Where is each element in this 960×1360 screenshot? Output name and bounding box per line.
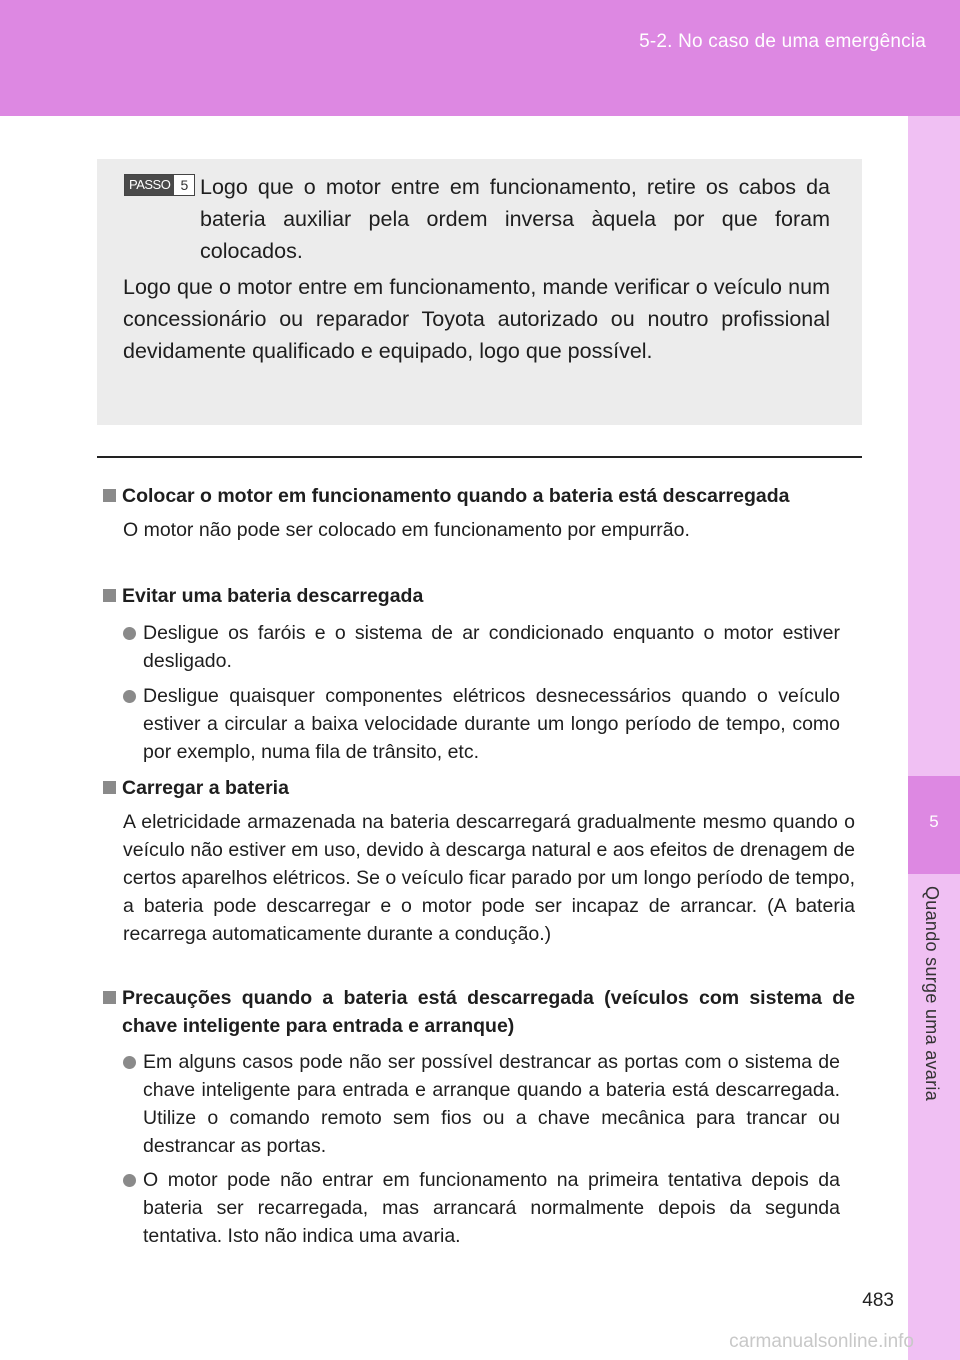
page-number: 483 — [862, 1290, 894, 1311]
watermark: carmanualsonline.info — [729, 1331, 914, 1352]
section-avoid-discharge — [103, 582, 855, 610]
list-item: Desligue quaisquer componentes elétricos desnecessários quando o veículo estiver a circular a baixa velocidade durante um longo período de tempo, como por exemplo, numa fila de trânsito, etc. — [123, 682, 840, 766]
section-heading: Carregar a bateria — [122, 777, 289, 799]
section-body: A eletricidade armazenada na bateria descarregará gradualmente mesmo quando o veículo não estiver em uso, devido à descarga natural e aos efeitos de drenagem de certos aparelhos elétricos. Se o veículo ficar parado por um longo período de tempo, a bateria pode descarregar e o motor pode ser incapaz de arrancar. (A bateria recarrega automaticamente durante a condução.) — [123, 811, 855, 945]
step-text: Logo que o motor entre em funcionamento, retire os cabos da bateria auxiliar pela ordem inversa àquela por que foram colocados. — [200, 175, 830, 263]
step-badge-number: 5 — [174, 175, 194, 195]
section-start-discharged — [103, 482, 855, 544]
chapter-title: Quando surge uma avaria — [922, 886, 942, 1102]
square-bullet-icon — [103, 489, 116, 502]
section-body: O motor não pode ser colocado em funcionamento por empurrão. — [123, 519, 690, 541]
header-band — [0, 0, 960, 116]
circle-bullet-icon — [123, 690, 136, 703]
divider — [97, 456, 862, 458]
side-tab-strip — [908, 116, 960, 776]
list-item: O motor pode não entrar em funcionamento na primeira tentativa depois da bateria ser recarregada, mas arrancará normalmente depois da segunda tentativa. Isto não indica uma avaria. — [123, 1166, 840, 1250]
step-badge — [124, 174, 195, 196]
list-item: Em alguns casos pode não ser possível destrancar as portas com o sistema de chave inteligente para entrada e arranque quando a bateria está descarregada. Utilize o comando remoto sem fios ou a chave mecânica para trancar ou destrancar as portas. — [123, 1048, 840, 1160]
circle-bullet-icon — [123, 627, 136, 640]
section-heading: Precauções quando a bateria está descarregada (veículos com sistema de chave inteligente para entrada e arranque) — [122, 987, 855, 1037]
square-bullet-icon — [103, 781, 116, 794]
chapter-number: 5 — [929, 812, 939, 831]
section-precautions — [103, 984, 855, 1040]
step-badge-word: PASSO — [125, 175, 174, 195]
square-bullet-icon — [103, 589, 116, 602]
square-bullet-icon — [103, 991, 116, 1004]
circle-bullet-icon — [123, 1174, 136, 1187]
section-charge-battery — [103, 774, 855, 948]
section-title: 5-2. No caso de uma emergência — [639, 31, 926, 52]
step-note: Logo que o motor entre em funcionamento, mande verificar o veículo num concessionário ou reparador Toyota autorizado ou noutro profissional devidamente qualificado e equipado, logo que possível. — [123, 275, 830, 363]
section-heading: Colocar o motor em funcionamento quando a bateria está descarregada — [122, 485, 790, 507]
circle-bullet-icon — [123, 1056, 136, 1069]
section-heading: Evitar uma bateria descarregada — [122, 585, 424, 607]
list-item: Desligue os faróis e o sistema de ar condicionado enquanto o motor estiver desligado. — [123, 619, 840, 675]
